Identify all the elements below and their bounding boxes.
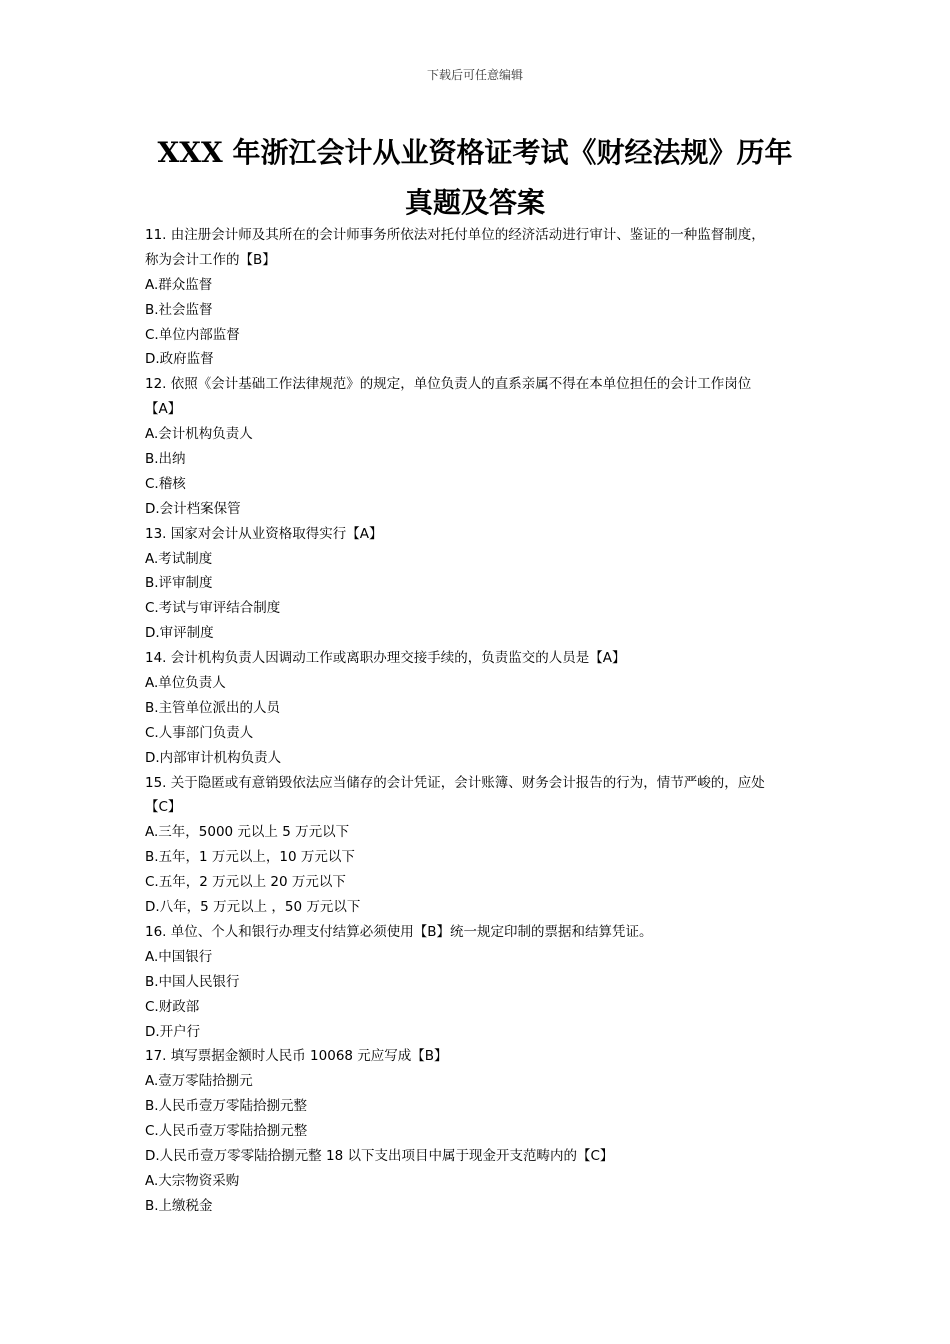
option-line: D.政府监督 bbox=[145, 351, 214, 368]
option-line: C.单位内部监督 bbox=[145, 326, 240, 343]
text-line: 称为会计工作的【B】 bbox=[145, 251, 276, 268]
text-line: 【A】 bbox=[145, 401, 182, 418]
option-line: A.会计机构负责人 bbox=[145, 426, 253, 443]
option-line: B.五年，1 万元以上，10 万元以下 bbox=[145, 849, 355, 866]
option-line: B.社会监督 bbox=[145, 301, 213, 318]
option-line: A.群众监督 bbox=[145, 276, 213, 293]
option-line: D.审评制度 bbox=[145, 625, 214, 642]
option-line: B.评审制度 bbox=[145, 575, 213, 592]
option-line: A.大宗物资采购 bbox=[145, 1172, 240, 1189]
option-line: B.人民币壹万零陆拾捌元整 bbox=[145, 1098, 308, 1115]
option-line: A.中国银行 bbox=[145, 948, 213, 965]
option-line: C.财政部 bbox=[145, 998, 200, 1015]
text-line: 14. 会计机构负责人因调动工作或离职办理交接手续的，负责监交的人员是【A】 bbox=[145, 650, 626, 667]
question-list bbox=[145, 223, 810, 1219]
option-line: C.考试与审评结合制度 bbox=[145, 600, 281, 617]
option-line: D.内部审计机构负责人 bbox=[145, 749, 282, 766]
document-title bbox=[100, 128, 850, 228]
header-note: 下载后可任意编辑 bbox=[426, 68, 523, 82]
option-line: C.人民币壹万零陆拾捌元整 bbox=[145, 1123, 308, 1140]
text-line: 13. 国家对会计从业资格取得实行【A】 bbox=[145, 525, 383, 542]
text-line: 17. 填写票据金额时人民币 10068 元应写成【B】 bbox=[145, 1048, 448, 1065]
option-line: D.会计档案保管 bbox=[145, 500, 241, 517]
text-line: 15. 关于隐匿或有意销毁依法应当储存的会计凭证，会计账簿、财务会计报告的行为，情节严峻的，应处 bbox=[145, 774, 765, 791]
title-line-1: XXX 年浙江会计从业资格证考试《财经法规》历年 bbox=[157, 136, 793, 169]
option-line: B.主管单位派出的人员 bbox=[145, 699, 281, 716]
option-line: B.上缴税金 bbox=[145, 1197, 213, 1214]
option-line: A.考试制度 bbox=[145, 550, 213, 567]
text-line: 11. 由注册会计师及其所在的会计师事务所依法对托付单位的经济活动进行审计、鉴证的一种监督制度， bbox=[145, 227, 765, 243]
text-line: 12. 依照《会计基础工作法律规范》的规定，单位负责人的直系亲属不得在本单位担任的会计工作岗位 bbox=[145, 376, 752, 393]
option-line: C.稽核 bbox=[145, 475, 186, 492]
option-line: A.单位负责人 bbox=[145, 675, 226, 692]
option-line: D.八年，5 万元以上 ，50 万元以下 bbox=[145, 899, 361, 916]
text-line: 16. 单位、个人和银行办理支付结算必须使用【B】统一规定印制的票据和结算凭证。 bbox=[145, 923, 653, 940]
option-line: D.开户行 bbox=[145, 1023, 201, 1040]
option-line: A.三年，5000 元以上 5 万元以下 bbox=[145, 824, 350, 841]
text-line: 【C】 bbox=[145, 799, 182, 816]
option-line: C.人事部门负责人 bbox=[145, 724, 254, 741]
title-line-2: 真题及答案 bbox=[404, 186, 545, 219]
option-line: B.中国人民银行 bbox=[145, 973, 240, 990]
option-line: D.人民币壹万零零陆拾捌元整 18 以下支出项目中属于现金开支范畴内的【C】 bbox=[145, 1147, 614, 1164]
option-line: A.壹万零陆拾捌元 bbox=[145, 1073, 253, 1090]
option-line: C.五年，2 万元以上 20 万元以下 bbox=[145, 874, 346, 891]
option-line: B.出纳 bbox=[145, 451, 186, 468]
